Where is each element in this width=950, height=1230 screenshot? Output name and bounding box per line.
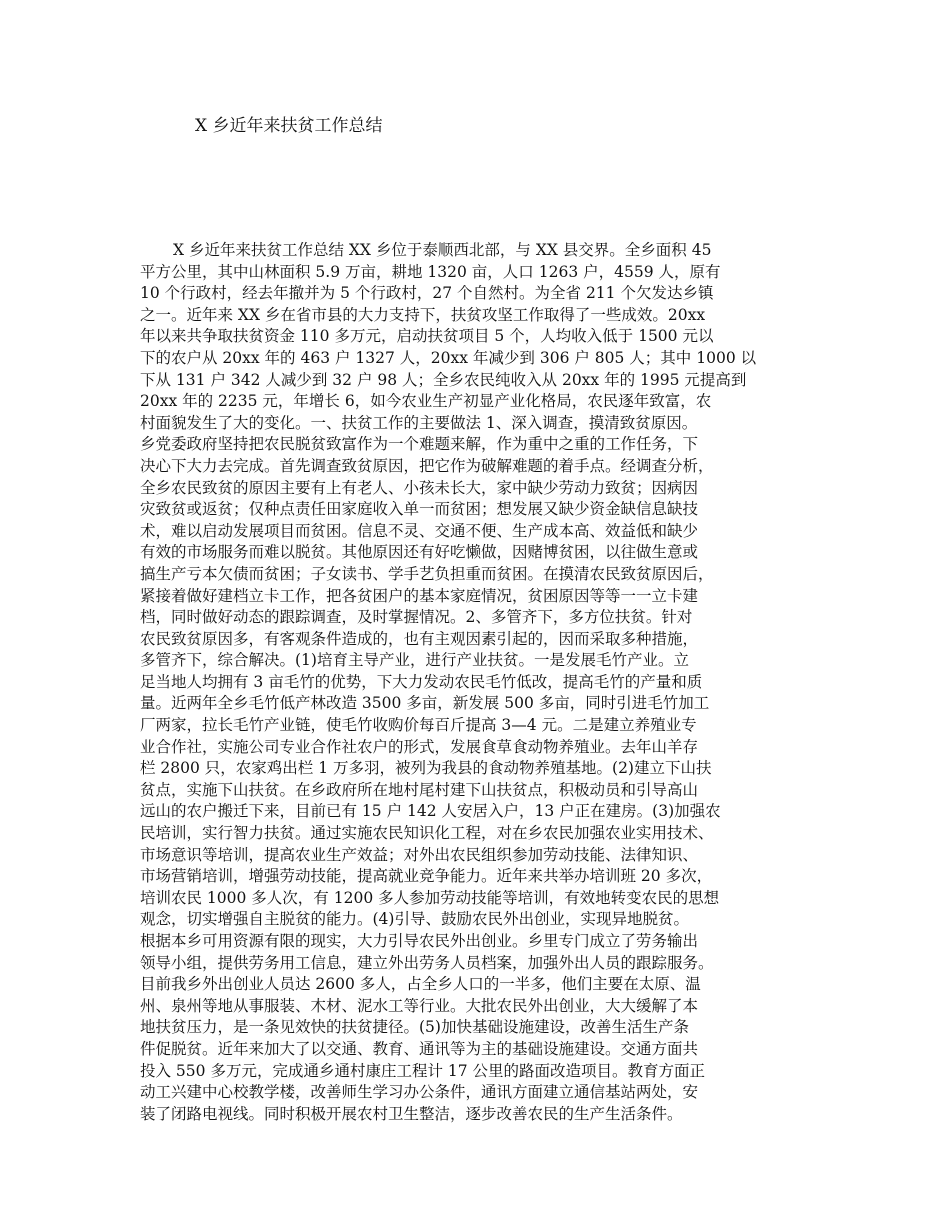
body-text-line: 10 个行政村，经去年撤并为 5 个行政村，27 个自然村。为全省 211 个欠发达乡镇 (140, 284, 714, 303)
body-text-line: 贫点，实施下山扶贫。在乡政府所在地村尾村建下山扶贫点，积极动员和引导高山 (140, 780, 699, 799)
body-text-line: 培训农民 1000 多人次，有 1200 多人参加劳动技能等培训，有效地转变农民的思想 (140, 888, 720, 907)
body-text-line: 市场意识等培训，提高农业生产效益；对外出农民组织参加劳动技能、法律知识、 (140, 845, 699, 864)
body-text-line: 有效的市场服务而难以脱贫。其他原因还有好吃懒做，因赌博贫困，以往做生意或 (140, 543, 699, 562)
body-text-line: 紧接着做好建档立卡工作，把各贫困户的基本家庭情况，贫困原因等等一一立卡建 (140, 586, 699, 605)
body-text-line: 件促脱贫。近年来加大了以交通、教育、通讯等为主的基础设施建设。交通方面共 (140, 1039, 699, 1058)
body-text-line: 足当地人均拥有 3 亩毛竹的优势，下大力发动农民毛竹低改，提高毛竹的产量和质 (140, 672, 703, 691)
body-text-line: 多管齐下，综合解决。(1)培育主导产业，进行产业扶贫。一是发展毛竹产业。立 (140, 651, 689, 670)
body-text-line: 远山的农户搬迁下来，目前已有 15 户 142 人安居入户，13 户正在建房。(3)加强农 (140, 802, 721, 821)
body-text-line: 村面貌发生了大的变化。一、扶贫工作的主要做法 1、深入调查，摸清致贫原因。 (140, 413, 698, 432)
body-text-line: 决心下大力去完成。首先调查致贫原因，把它作为破解难题的着手点。经调查分析， (140, 456, 714, 475)
body-text-line: 档，同时做好动态的跟踪调查，及时掌握情况。2、多管齐下，多方位扶贫。针对 (140, 608, 693, 627)
body-text-line: 年以来共争取扶贫资金 110 多万元，启动扶贫项目 5 个，人均收入低于 1500 元以 (140, 327, 714, 346)
body-text-line: 下从 131 户 342 人减少到 32 户 98 人；全乡农民纯收入从 20xx 年的 1995 元提高到 (140, 370, 747, 389)
body-text-line: 搞生产亏本欠债而贫困；子女读书、学手艺负担重而贫困。在摸清农民致贫原因后， (140, 564, 714, 583)
body-text-line: 乡党委政府坚持把农民脱贫致富作为一个难题来解，作为重中之重的工作任务，下 (140, 435, 699, 454)
body-text-line: 栏 2800 只，农家鸡出栏 1 万多羽，被列为我县的食动物养殖基地。(2)建立下山扶 (140, 759, 712, 778)
body-text-line: 地扶贫压力，是一条见效快的扶贫捷径。(5)加快基础设施建设，改善生活生产条 (140, 1018, 689, 1037)
body-text-line: 厂两家，拉长毛竹产业链，使毛竹收购价每百斤提高 3—4 元。二是建立养殖业专 (140, 716, 697, 735)
body-text-line: 民培训，实行智力扶贫。通过实施农民知识化工程，对在乡农民加强农业实用技术、 (140, 824, 714, 843)
body-text-line: 20xx 年的 2235 元，年增长 6，如今农业生产初显产业化格局，农民逐年致富，农 (140, 392, 712, 411)
body-text-line: 下的农户从 20xx 年的 463 户 1327 人，20xx 年减少到 306 户 805 人；其中 1000 以 (140, 348, 757, 367)
body-text-line: 平方公里，其中山林面积 5.9 万亩，耕地 1320 亩，人口 1263 户，4559 人，原有 (140, 262, 721, 281)
body-text-line: 目前我乡外出创业人员达 2600 多人，占全乡人口的一半多，他们主要在太原、温 (140, 975, 701, 994)
document-title: X 乡近年来扶贫工作总结 (195, 116, 383, 136)
body-text-line: 州、泉州等地从事服装、木材、泥水工等行业。大批农民外出创业，大大缓解了本 (140, 996, 699, 1015)
body-text-line: 之一。近年来 XX 乡在省市县的大力支持下，扶贫攻坚工作取得了一些成效。20xx (140, 305, 706, 324)
body-text-line: 灾致贫或返贫；仅种点责任田家庭收入单一而贫困；想发展又缺少资金缺信息缺技 (140, 500, 699, 519)
body-text-line: 根据本乡可用资源有限的现实，大力引导农民外出创业。乡里专门成立了劳务输出 (140, 932, 699, 950)
body-text-line: 动工兴建中心校教学楼，改善师生学习办公条件，通讯方面建立通信基站两处，安 (140, 1083, 699, 1102)
body-text-line: 术，难以启动发展项目而贫困。信息不灵、交通不便、生产成本高、效益低和缺少 (140, 521, 699, 540)
body-text-line: 农民致贫原因多，有客观条件造成的，也有主观因素引起的，因而采取多种措施， (140, 629, 699, 648)
body-text-line: 全乡农民致贫的原因主要有上有老人、小孩未长大，家中缺少劳动力致贫；因病因 (140, 478, 699, 497)
body-text-line: 观念，切实增强自主脱贫的能力。(4)引导、鼓励农民外出创业，实现异地脱贫。 (140, 910, 689, 929)
body-text-line: 投入 550 多万元，完成通乡通村康庄工程计 17 公里的路面改造项目。教育方面正 (140, 1061, 706, 1080)
body-text-line: 装了闭路电视线。同时积极开展农村卫生整洁，逐步改善农民的生产生活条件。 (140, 1104, 683, 1123)
body-text-line: 量。近两年全乡毛竹低产林改造 3500 多亩，新发展 500 多亩，同时引进毛竹加工 (140, 694, 710, 713)
body-text-line: 市场营销培训，增强劳动技能，提高就业竞争能力。近年来共举办培训班 20 多次， (140, 867, 713, 886)
body-text-line: X 乡近年来扶贫工作总结 XX 乡位于泰顺西北部，与 XX 县交界。全乡面积 45 (173, 241, 712, 259)
body-text-line: 领导小组，提供劳务用工信息，建立外出劳务人员档案，加强外出人员的跟踪服务。 (140, 953, 714, 972)
body-text-line: 业合作社，实施公司专业合作社农户的形式，发展食草食动物养殖业。去年山羊存 (140, 737, 699, 756)
document-body (140, 240, 820, 1125)
